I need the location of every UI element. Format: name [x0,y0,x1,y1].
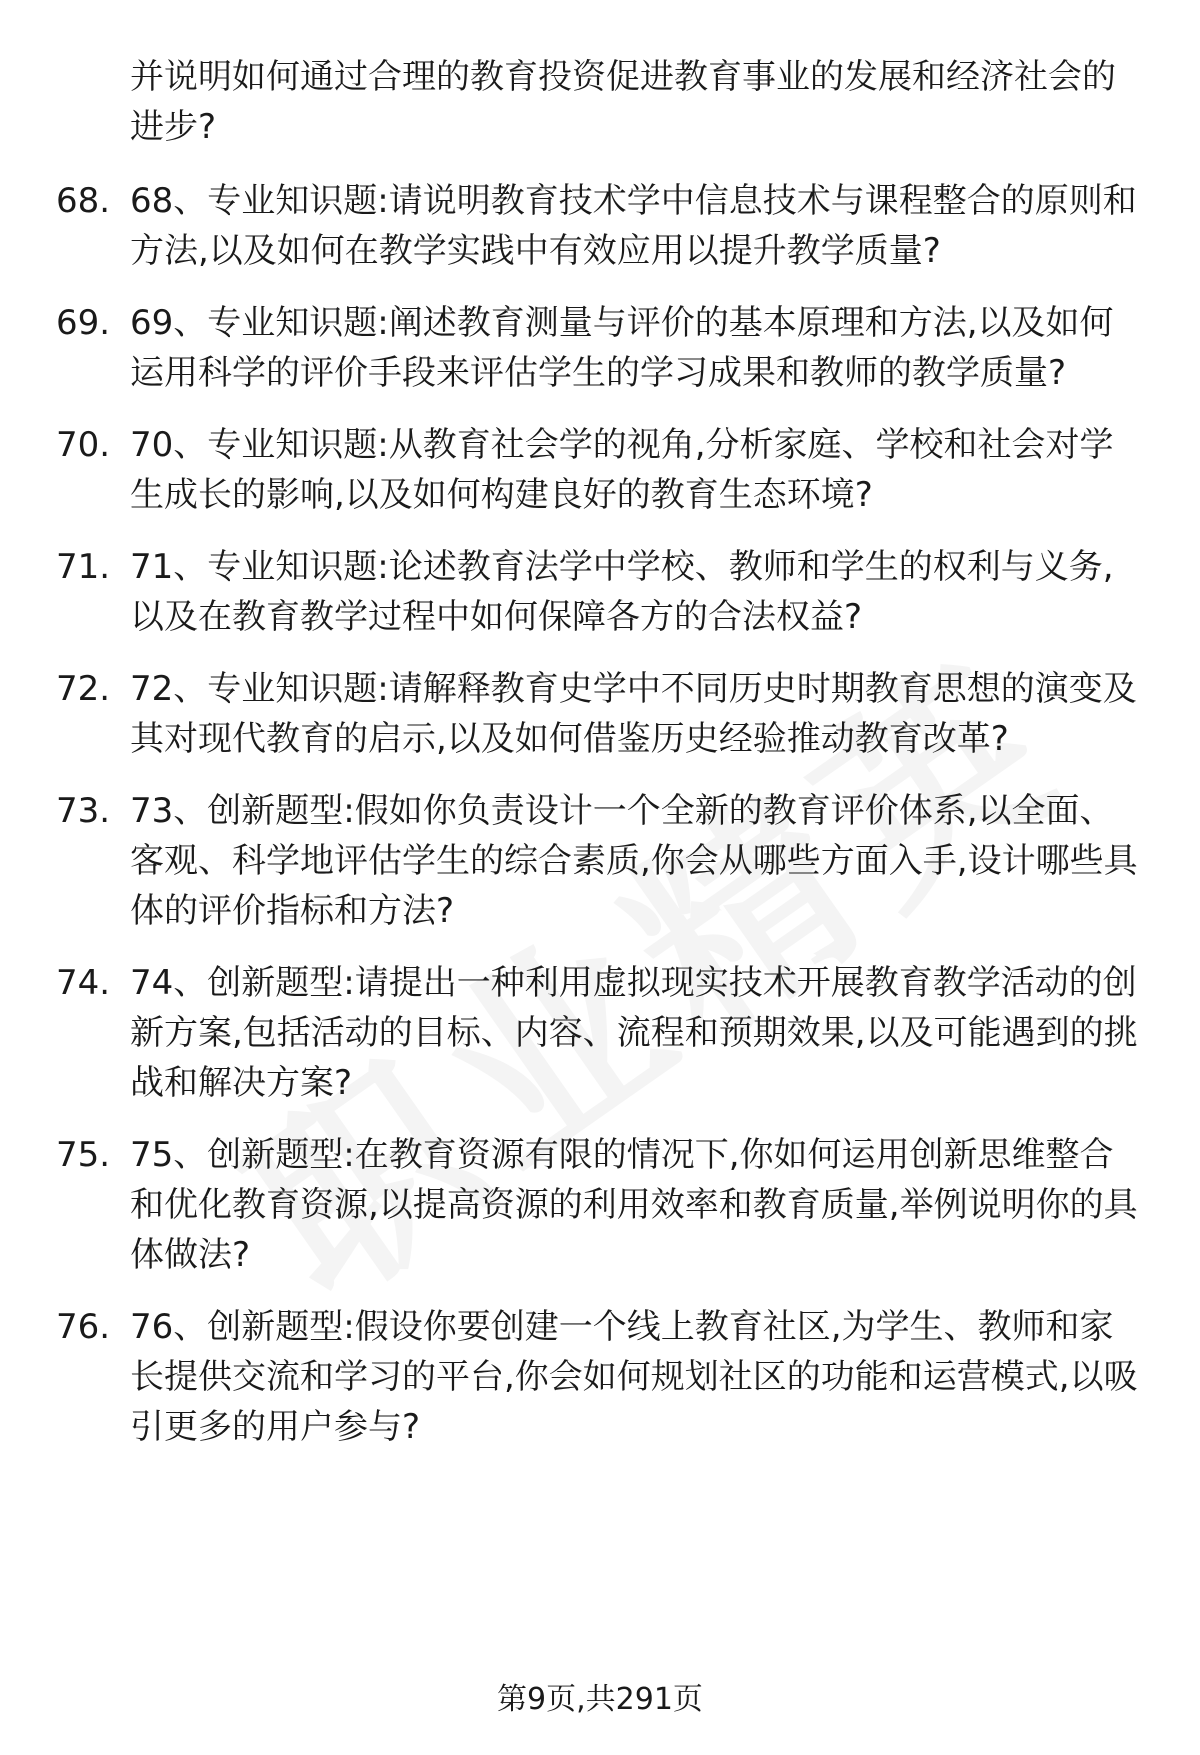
question-number: 73. [56,791,111,831]
question-number: 69. [56,303,111,343]
question-item [0,1130,1200,1280]
question-item [0,176,1200,276]
question-item [0,1302,1200,1452]
question-text: 76、创新题型:假设你要创建一个线上教育社区,为学生、教师和家长提供交流和学习的平台,你会如何规划社区的功能和运营模式,以吸引更多的用户参与? [130,1307,1138,1447]
question-text: 75、创新题型:在教育资源有限的情况下,你如何运用创新思维整合和优化教育资源,以提高资源的利用效率和教育质量,举例说明你的具体做法? [130,1135,1138,1275]
question-number: 71. [56,547,111,587]
question-text: 70、专业知识题:从教育社会学的视角,分析家庭、学校和社会对学生成长的影响,以及如何构建良好的教育生态环境? [130,425,1114,515]
question-item [0,786,1200,936]
question-item [0,664,1200,764]
question-number: 68. [56,181,111,221]
question-text: 68、专业知识题:请说明教育技术学中信息技术与课程整合的原则和方法,以及如何在教学实践中有效应用以提升教学质量? [130,181,1137,271]
question-text: 71、专业知识题:论述教育法学中学校、教师和学生的权利与义务,以及在教育教学过程中如何保障各方的合法权益? [130,547,1114,637]
question-text: 72、专业知识题:请解释教育史学中不同历史时期教育思想的演变及其对现代教育的启示,以及如何借鉴历史经验推动教育改革? [130,669,1137,759]
question-item [0,542,1200,642]
question-number: 70. [56,425,111,465]
intro-continuation: 并说明如何通过合理的教育投资促进教育事业的发展和经济社会的进步? [130,57,1116,147]
question-list [0,52,1200,1474]
question-number: 76. [56,1307,111,1347]
question-item [0,958,1200,1108]
question-number: 75. [56,1135,111,1175]
question-item [0,298,1200,398]
question-number: 74. [56,963,111,1003]
question-item [0,420,1200,520]
question-text: 74、创新题型:请提出一种利用虚拟现实技术开展教育教学活动的创新方案,包括活动的目标、内容、流程和预期效果,以及可能遇到的挑战和解决方案? [130,963,1138,1103]
page-footer: 第9页,共291页 [497,1682,703,1717]
question-text: 73、创新题型:假如你负责设计一个全新的教育评价体系,以全面、客观、科学地评估学生的综合素质,你会从哪些方面入手,设计哪些具体的评价指标和方法? [130,791,1138,931]
question-text: 69、专业知识题:阐述教育测量与评价的基本原理和方法,以及如何运用科学的评价手段来评估学生的学习成果和教师的教学质量? [130,303,1114,393]
question-number: 72. [56,669,111,709]
